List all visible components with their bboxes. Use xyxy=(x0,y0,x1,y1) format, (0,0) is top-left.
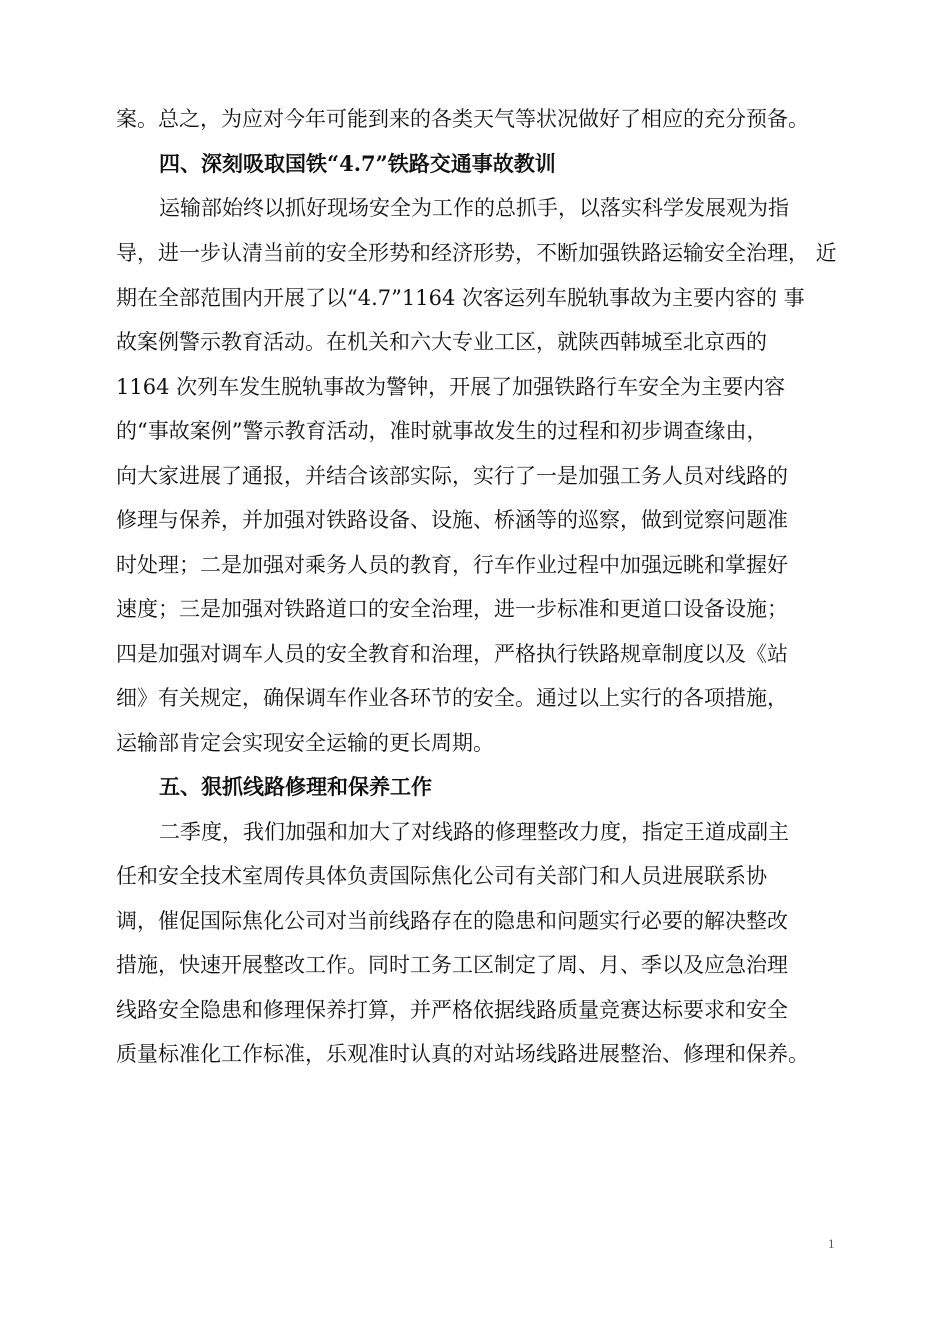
paragraph-line: 质量标准化工作标准，乐观准时认真的对站场线路进展整治、修理和保养。 xyxy=(116,1042,809,1066)
paragraph-line: 案。总之，为应对今年可能到来的各类天气等状况做好了相应的充分预备。 xyxy=(116,107,809,131)
section-heading-5: 五、狠抓线路修理和保养工作 xyxy=(159,774,432,799)
paragraph-line: 时处理；二是加强对乘务人员的教育，行车作业过程中加强远眺和掌握好 xyxy=(116,553,788,577)
page-number: 1 xyxy=(828,1236,835,1251)
paragraph-line: 运输部肯定会实现安全运输的更长周期。 xyxy=(116,731,494,755)
paragraph-line: 细》有关规定，确保调车作业各环节的安全。通过以上实行的各项措施， xyxy=(116,686,788,710)
paragraph-line: 期在全部范围内开展了以“4.7”1164 次客运列车脱轨事故为主要内容的 事 xyxy=(116,286,805,310)
paragraph-line: 1164 次列车发生脱轨事故为警钟，开展了加强铁路行车安全为主要内容 xyxy=(116,375,786,399)
paragraph-line: 线路安全隐患和修理保养打算，并严格依据线路质量竞赛达标要求和安全 xyxy=(116,998,788,1022)
paragraph-line: 任和安全技术室周传具体负责国际焦化公司有关部门和人员进展联系协 xyxy=(116,864,767,888)
paragraph-line: 的“事故案例”警示教育活动，准时就事故发生的过程和初步调查缘由， xyxy=(116,419,768,443)
paragraph-line: 速度；三是加强对铁路道口的安全治理，进一步标准和更道口设备设施； xyxy=(116,597,788,621)
paragraph-line: 向大家进展了通报，并结合该部实际，实行了一是加强工务人员对线路的 xyxy=(116,464,788,488)
paragraph-line: 修理与保养，并加强对铁路设备、设施、桥涵等的巡察，做到觉察问题准 xyxy=(116,508,788,532)
paragraph-line: 运输部始终以抓好现场安全为工作的总抓手，以落实科学发展观为指 xyxy=(159,196,789,220)
paragraph-line: 故案例警示教育活动。在机关和六大专业工区，就陕西韩城至北京西的 xyxy=(116,330,767,354)
paragraph-line: 二季度，我们加强和加大了对线路的修理整改力度，指定王道成副主 xyxy=(159,820,789,844)
paragraph-line: 导，进一步认清当前的安全形势和经济形势，不断加强铁路运输安全治理， 近 xyxy=(116,241,837,265)
paragraph-line: 调，催促国际焦化公司对当前线路存在的隐患和问题实行必要的解决整改 xyxy=(116,909,788,933)
paragraph-line: 四是加强对调车人员的安全教育和治理，严格执行铁路规章制度以及《站 xyxy=(116,642,788,666)
section-heading-4: 四、深刻吸取国铁“4.7”铁路交通事故教训 xyxy=(159,151,556,176)
paragraph-line: 措施，快速开展整改工作。同时工务工区制定了周、月、季以及应急治理 xyxy=(116,953,788,977)
